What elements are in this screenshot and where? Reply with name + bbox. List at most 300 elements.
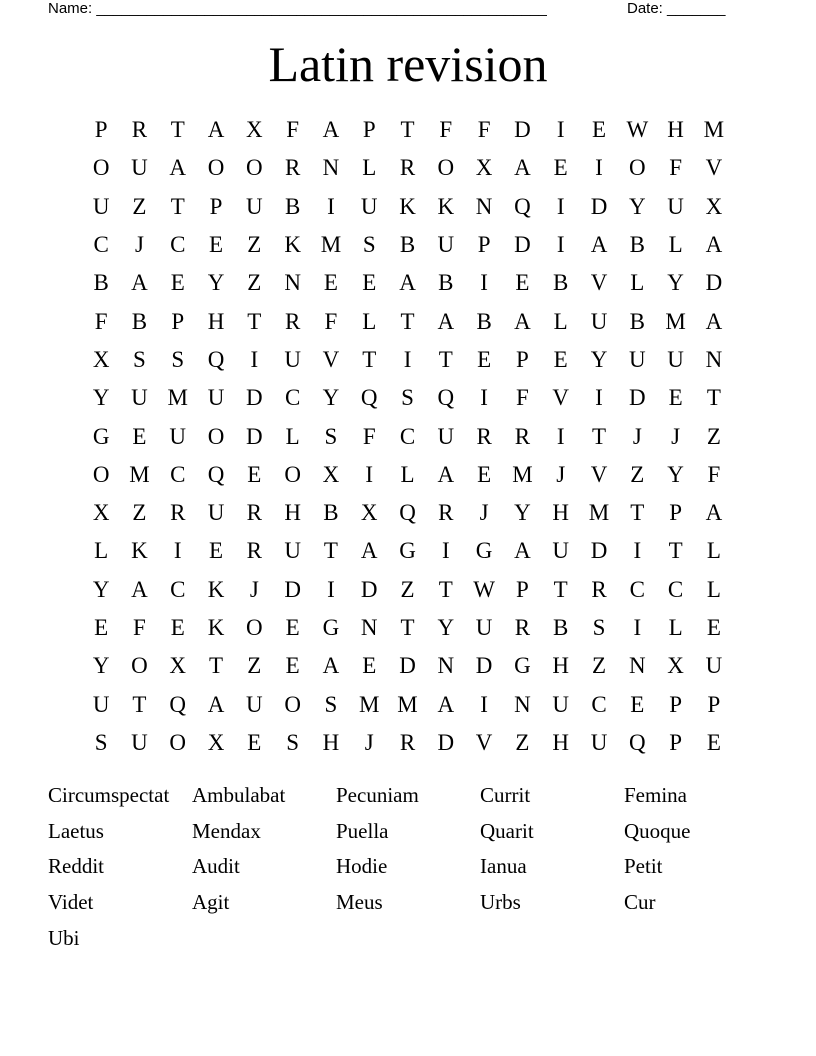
grid-letter: B xyxy=(553,615,569,640)
grid-letter: Y xyxy=(92,653,110,679)
grid-letter: E xyxy=(668,385,683,411)
grid-letter: I xyxy=(633,615,642,640)
grid-letter: H xyxy=(322,729,340,755)
grid-letter: O xyxy=(628,155,646,181)
grid-letter: F xyxy=(439,117,453,143)
grid-letter: O xyxy=(246,155,263,181)
grid-letter: J xyxy=(134,232,144,258)
grid-letter: U xyxy=(475,615,493,640)
grid-letter: Z xyxy=(706,423,721,449)
grid-letter: J xyxy=(479,500,489,526)
grid-letter: U xyxy=(131,155,148,181)
grid-letter: A xyxy=(399,270,416,296)
grid-letter: M xyxy=(320,232,342,258)
word-item: Circumspectat xyxy=(48,783,170,807)
grid-letter: I xyxy=(556,117,565,143)
grid-letter: U xyxy=(169,423,187,449)
grid-letter: B xyxy=(476,308,492,334)
grid-letter: D xyxy=(514,117,531,143)
grid-letter: L xyxy=(94,538,109,564)
grid-letter: A xyxy=(705,500,723,526)
grid-letter: L xyxy=(706,576,721,602)
word-item: Puella xyxy=(336,818,389,843)
grid-letter: B xyxy=(284,193,301,219)
grid-letter: I xyxy=(173,538,182,564)
grid-letter: U xyxy=(437,232,455,258)
grid-letter: S xyxy=(171,346,185,372)
grid-letter: T xyxy=(706,385,721,411)
grid-letter: U xyxy=(246,193,263,219)
grid-letter: T xyxy=(362,346,377,372)
word-item: Meus xyxy=(336,890,383,915)
word-item: Videt xyxy=(48,890,94,915)
grid-letter: S xyxy=(133,346,146,372)
grid-letter: H xyxy=(552,729,570,755)
grid-letter: E xyxy=(362,270,377,296)
grid-letter: U xyxy=(667,193,684,219)
grid-letter: P xyxy=(209,193,223,219)
grid-letter: E xyxy=(170,615,185,640)
grid-letter: Y xyxy=(437,615,455,640)
word-item: Laetus xyxy=(48,818,104,843)
grid-letter: X xyxy=(705,193,723,219)
grid-letter: X xyxy=(169,653,187,679)
grid-letter: F xyxy=(286,117,300,143)
grid-letter: Z xyxy=(247,653,262,679)
grid-letter: X xyxy=(207,729,225,755)
grid-letter: P xyxy=(516,346,529,372)
grid-letter: S xyxy=(592,615,606,640)
grid-letter: F xyxy=(669,155,682,181)
word-item: Femina xyxy=(624,783,687,807)
grid-letter: N xyxy=(628,653,646,679)
grid-letter: I xyxy=(480,270,488,296)
word-item: Audit xyxy=(192,854,240,879)
grid-letter: V xyxy=(552,385,570,411)
grid-letter: Y xyxy=(92,385,110,411)
grid-letter: P xyxy=(171,308,185,334)
grid-letter: C xyxy=(591,691,607,717)
grid-letter: F xyxy=(133,615,146,640)
grid-letter: A xyxy=(131,576,148,602)
grid-letter: G xyxy=(475,538,493,564)
grid-letter: B xyxy=(629,308,645,334)
grid-letter: N xyxy=(284,270,301,296)
grid-letter: N xyxy=(475,193,493,219)
grid-letter: T xyxy=(247,308,262,334)
grid-letter: F xyxy=(324,308,338,334)
grid-letter: J xyxy=(249,576,259,602)
grid-letter: D xyxy=(590,193,608,219)
word-item: Reddit xyxy=(48,854,104,879)
grid-letter: I xyxy=(556,423,565,449)
grid-letter: D xyxy=(628,385,646,411)
grid-letter: L xyxy=(362,308,377,334)
grid-letter: D xyxy=(475,653,493,679)
word-item: Pecuniam xyxy=(336,783,419,807)
grid-letter: T xyxy=(400,615,415,640)
grid-letter: U xyxy=(590,308,608,334)
grid-letter: T xyxy=(553,576,568,602)
grid-letter: C xyxy=(170,576,186,602)
grid-letter: X xyxy=(360,500,378,526)
word-item: Agit xyxy=(192,890,230,915)
grid-letter: R xyxy=(284,155,301,181)
grid-letter: Q xyxy=(360,385,378,411)
grid-letter: A xyxy=(590,232,608,258)
grid-letter: Z xyxy=(132,193,147,219)
grid-letter: M xyxy=(588,500,610,526)
grid-letter: L xyxy=(362,155,377,181)
grid-letter: V xyxy=(590,461,608,487)
grid-letter: H xyxy=(667,117,684,143)
grid-letter: L xyxy=(668,615,683,640)
grid-letter: T xyxy=(170,117,185,143)
grid-letter: S xyxy=(362,232,376,258)
grid-letter: T xyxy=(170,193,185,219)
header xyxy=(48,0,748,20)
grid-letter: M xyxy=(703,117,725,143)
grid-letter: C xyxy=(170,232,186,258)
grid-letter: S xyxy=(94,729,108,755)
word-item: Mendax xyxy=(192,818,261,843)
grid-letter: V xyxy=(705,155,723,181)
grid-letter: A xyxy=(322,117,340,143)
grid-letter: B xyxy=(399,232,416,258)
grid-letter: P xyxy=(362,117,376,143)
grid-letter: N xyxy=(514,691,531,717)
grid-letter: T xyxy=(438,576,453,602)
grid-letter: Z xyxy=(247,232,262,258)
grid-letter: Y xyxy=(514,500,531,526)
grid-letter: D xyxy=(705,270,723,296)
grid-letter: U xyxy=(92,691,110,717)
grid-letter: R xyxy=(170,500,186,526)
grid-letter: K xyxy=(399,193,416,219)
grid-letter: J xyxy=(632,423,642,449)
grid-letter: O xyxy=(92,461,110,487)
grid-letter: E xyxy=(209,538,224,564)
grid-letter: Z xyxy=(400,576,415,602)
grid-letter: Y xyxy=(92,576,110,602)
grid-letter: Z xyxy=(591,653,607,679)
grid-letter: U xyxy=(667,346,684,372)
grid-letter: U xyxy=(590,729,608,755)
grid-letter: Y xyxy=(590,346,608,372)
grid-letter: Q xyxy=(399,500,416,526)
grid-letter: D xyxy=(360,576,378,602)
grid-letter: Q xyxy=(207,461,225,487)
grid-letter: P xyxy=(516,576,529,602)
grid-letter: D xyxy=(246,423,263,449)
grid-letter: G xyxy=(514,653,531,679)
grid-letter: Y xyxy=(628,193,646,219)
grid-letter: X xyxy=(322,461,340,487)
word-item: Urbs xyxy=(480,890,521,915)
grid-letter: A xyxy=(437,308,455,334)
grid-letter: E xyxy=(209,232,224,258)
grid-letter: G xyxy=(92,423,110,449)
grid-letter: E xyxy=(515,270,530,296)
grid-letter: O xyxy=(284,691,301,717)
grid-letter: A xyxy=(207,117,225,143)
grid-letter: F xyxy=(94,308,108,334)
word-item: Hodie xyxy=(336,854,388,879)
grid-letter: A xyxy=(514,308,531,334)
grid-letter: S xyxy=(401,385,414,411)
grid-letter: R xyxy=(246,500,262,526)
grid-letter: C xyxy=(284,385,301,411)
grid-letter: V xyxy=(475,729,493,755)
grid-letter: H xyxy=(552,653,570,679)
grid-letter: E xyxy=(591,117,607,143)
grid-letter: R xyxy=(246,538,262,564)
grid-letter: Y xyxy=(667,461,684,487)
grid-letter: D xyxy=(514,232,531,258)
grid-letter: K xyxy=(207,615,225,640)
grid-letter: T xyxy=(209,653,224,679)
grid-letter: A xyxy=(514,538,531,564)
grid-letter: E xyxy=(553,346,568,372)
grid-letter: K xyxy=(207,576,225,602)
grid-letter: R xyxy=(438,500,454,526)
grid-letter: U xyxy=(131,385,148,411)
grid-letter: M xyxy=(129,461,150,487)
grid-letter: H xyxy=(207,308,225,334)
grid-letter: W xyxy=(473,576,495,602)
grid-letter: E xyxy=(706,615,721,640)
grid-letter: E xyxy=(362,653,377,679)
grid-letter: N xyxy=(322,155,340,181)
grid-letter: T xyxy=(400,308,415,334)
grid-letter: C xyxy=(170,461,186,487)
grid-letter: Y xyxy=(667,270,684,296)
grid-letter: S xyxy=(324,423,338,449)
grid-letter: I xyxy=(633,538,642,564)
grid-letter: E xyxy=(170,270,185,296)
grid-letter: E xyxy=(94,615,109,640)
grid-letter: R xyxy=(399,155,416,181)
grid-letter: U xyxy=(284,346,301,372)
grid-letter: T xyxy=(400,117,415,143)
grid-letter: P xyxy=(669,500,682,526)
grid-letter: Q xyxy=(169,691,187,717)
grid-letter: I xyxy=(595,155,603,181)
grid-letter: S xyxy=(286,729,300,755)
grid-letter: E xyxy=(247,461,262,487)
grid-letter: Z xyxy=(132,500,147,526)
grid-letter: F xyxy=(707,461,721,487)
grid-letter: E xyxy=(477,346,492,372)
grid-letter: I xyxy=(441,538,450,564)
word-item: Currit xyxy=(480,783,531,807)
grid-letter: A xyxy=(437,461,455,487)
grid-letter: G xyxy=(322,615,340,640)
grid-letter: A xyxy=(322,653,340,679)
grid-letter: R xyxy=(476,423,492,449)
grid-letter: W xyxy=(626,117,649,143)
grid-letter: S xyxy=(324,691,338,717)
grid-letter: I xyxy=(480,691,488,717)
word-item: Quarit xyxy=(480,818,534,843)
grid-letter: Z xyxy=(515,729,530,755)
grid-letter: D xyxy=(590,538,608,564)
grid-letter: I xyxy=(327,193,335,219)
grid-letter: R xyxy=(591,576,607,602)
grid-letter: L xyxy=(630,270,645,296)
grid-letter: D xyxy=(399,653,416,679)
grid-letter: K xyxy=(284,232,301,258)
grid-letter: J xyxy=(556,461,566,487)
grid-letter: R xyxy=(284,308,301,334)
grid-letter: U xyxy=(552,691,570,717)
grid-letter: H xyxy=(552,500,570,526)
grid-letter: C xyxy=(399,423,416,449)
grid-letter: I xyxy=(250,346,259,372)
grid-letter: Q xyxy=(207,346,225,372)
grid-letter: I xyxy=(556,193,565,219)
grid-letter: U xyxy=(360,193,378,219)
word-item: Quoque xyxy=(624,818,691,843)
grid-letter: A xyxy=(437,691,455,717)
grid-letter: P xyxy=(477,232,491,258)
grid-letter: U xyxy=(284,538,301,564)
grid-letter: C xyxy=(629,576,645,602)
grid-letter: P xyxy=(707,691,721,717)
grid-letter: T xyxy=(668,538,683,564)
grid-letter: V xyxy=(590,270,608,296)
grid-letter: A xyxy=(360,538,378,564)
word-bank xyxy=(48,778,768,956)
grid-letter: U xyxy=(131,729,148,755)
grid-letter: N xyxy=(360,615,378,640)
grid-letter: R xyxy=(399,729,416,755)
grid-letter: Q xyxy=(628,729,646,755)
grid-letter: N xyxy=(705,346,723,372)
grid-letter: B xyxy=(553,270,569,296)
grid-letter: N xyxy=(437,653,455,679)
grid-letter: L xyxy=(706,538,721,564)
grid-letter: A xyxy=(169,155,187,181)
grid-letter: O xyxy=(169,729,187,755)
grid-letter: C xyxy=(93,232,109,258)
grid-letter: B xyxy=(323,500,339,526)
grid-letter: Y xyxy=(207,270,225,296)
grid-letter: D xyxy=(246,385,263,411)
grid-letter: A xyxy=(705,232,723,258)
date-field: Date: _______ xyxy=(627,0,726,17)
grid-letter: I xyxy=(480,385,488,411)
grid-letter: U xyxy=(207,500,225,526)
grid-letter: Z xyxy=(247,270,262,296)
grid-letter: E xyxy=(132,423,147,449)
grid-letter: B xyxy=(93,270,109,296)
grid-letter: U xyxy=(705,653,723,679)
grid-letter: U xyxy=(628,346,646,372)
grid-letter: U xyxy=(207,385,225,411)
grid-letter: X xyxy=(92,500,110,526)
grid-letter: Q xyxy=(514,193,531,219)
word-item: Cur xyxy=(624,890,656,915)
word-item: Ianua xyxy=(480,854,527,879)
grid-letter: Q xyxy=(437,385,455,411)
grid-letter: O xyxy=(437,155,455,181)
grid-letter: U xyxy=(552,538,570,564)
grid-letter: A xyxy=(705,308,723,334)
page-title: Latin revision xyxy=(268,36,548,92)
grid-letter: B xyxy=(438,270,454,296)
grid-letter: R xyxy=(131,117,148,143)
grid-letter: I xyxy=(556,232,565,258)
grid-letter: F xyxy=(516,385,529,411)
grid-letter: I xyxy=(365,461,374,487)
grid-letter: F xyxy=(477,117,491,143)
grid-letter: I xyxy=(403,346,412,372)
grid-letter: Z xyxy=(630,461,645,487)
grid-letter: X xyxy=(667,653,684,679)
grid-letter: D xyxy=(284,576,301,602)
grid-letter: Y xyxy=(322,385,340,411)
grid-letter: T xyxy=(438,346,453,372)
grid-letter: P xyxy=(669,691,682,717)
grid-letter: V xyxy=(322,346,340,372)
grid-letter: M xyxy=(665,308,686,334)
grid-letter: L xyxy=(553,308,568,334)
grid-letter: L xyxy=(400,461,415,487)
grid-letter: I xyxy=(595,385,603,411)
grid-letter: J xyxy=(364,729,374,755)
grid-letter: X xyxy=(92,346,110,372)
grid-letter: E xyxy=(477,461,492,487)
grid-letter: K xyxy=(131,538,148,564)
grid-letter: E xyxy=(706,729,721,755)
grid-letter: R xyxy=(514,615,531,640)
grid-letter: E xyxy=(247,729,262,755)
grid-letter: M xyxy=(167,385,188,411)
grid-letter: T xyxy=(591,423,607,449)
grid-letter: L xyxy=(668,232,683,258)
name-field: Name: ______________________________________________________ xyxy=(48,0,547,17)
grid-letter: L xyxy=(285,423,300,449)
grid-letter: O xyxy=(92,155,110,181)
grid-letter: O xyxy=(207,423,225,449)
grid-letter: T xyxy=(132,691,147,717)
grid-letter: B xyxy=(629,232,645,258)
grid-letter: U xyxy=(92,193,110,219)
grid-letter: E xyxy=(323,270,338,296)
grid-letter: O xyxy=(284,461,301,487)
grid-letter: T xyxy=(323,538,338,564)
grid-letter: I xyxy=(327,576,335,602)
grid-letter: C xyxy=(667,576,684,602)
grid-letter: O xyxy=(246,615,263,640)
grid-letter: H xyxy=(284,500,301,526)
grid-letter: E xyxy=(285,653,300,679)
word-item: Petit xyxy=(624,854,663,879)
grid-letter: O xyxy=(207,155,225,181)
grid-letter: U xyxy=(437,423,455,449)
grid-letter: R xyxy=(514,423,531,449)
grid-letter: P xyxy=(94,117,108,143)
grid-letter: E xyxy=(553,155,568,181)
grid-letter: A xyxy=(514,155,531,181)
grid-letter: M xyxy=(397,691,418,717)
grid-letter: K xyxy=(437,193,455,219)
grid-letter: M xyxy=(512,461,533,487)
grid-letter: E xyxy=(630,691,645,717)
grid-letter: T xyxy=(630,500,645,526)
grid-letter: D xyxy=(437,729,455,755)
